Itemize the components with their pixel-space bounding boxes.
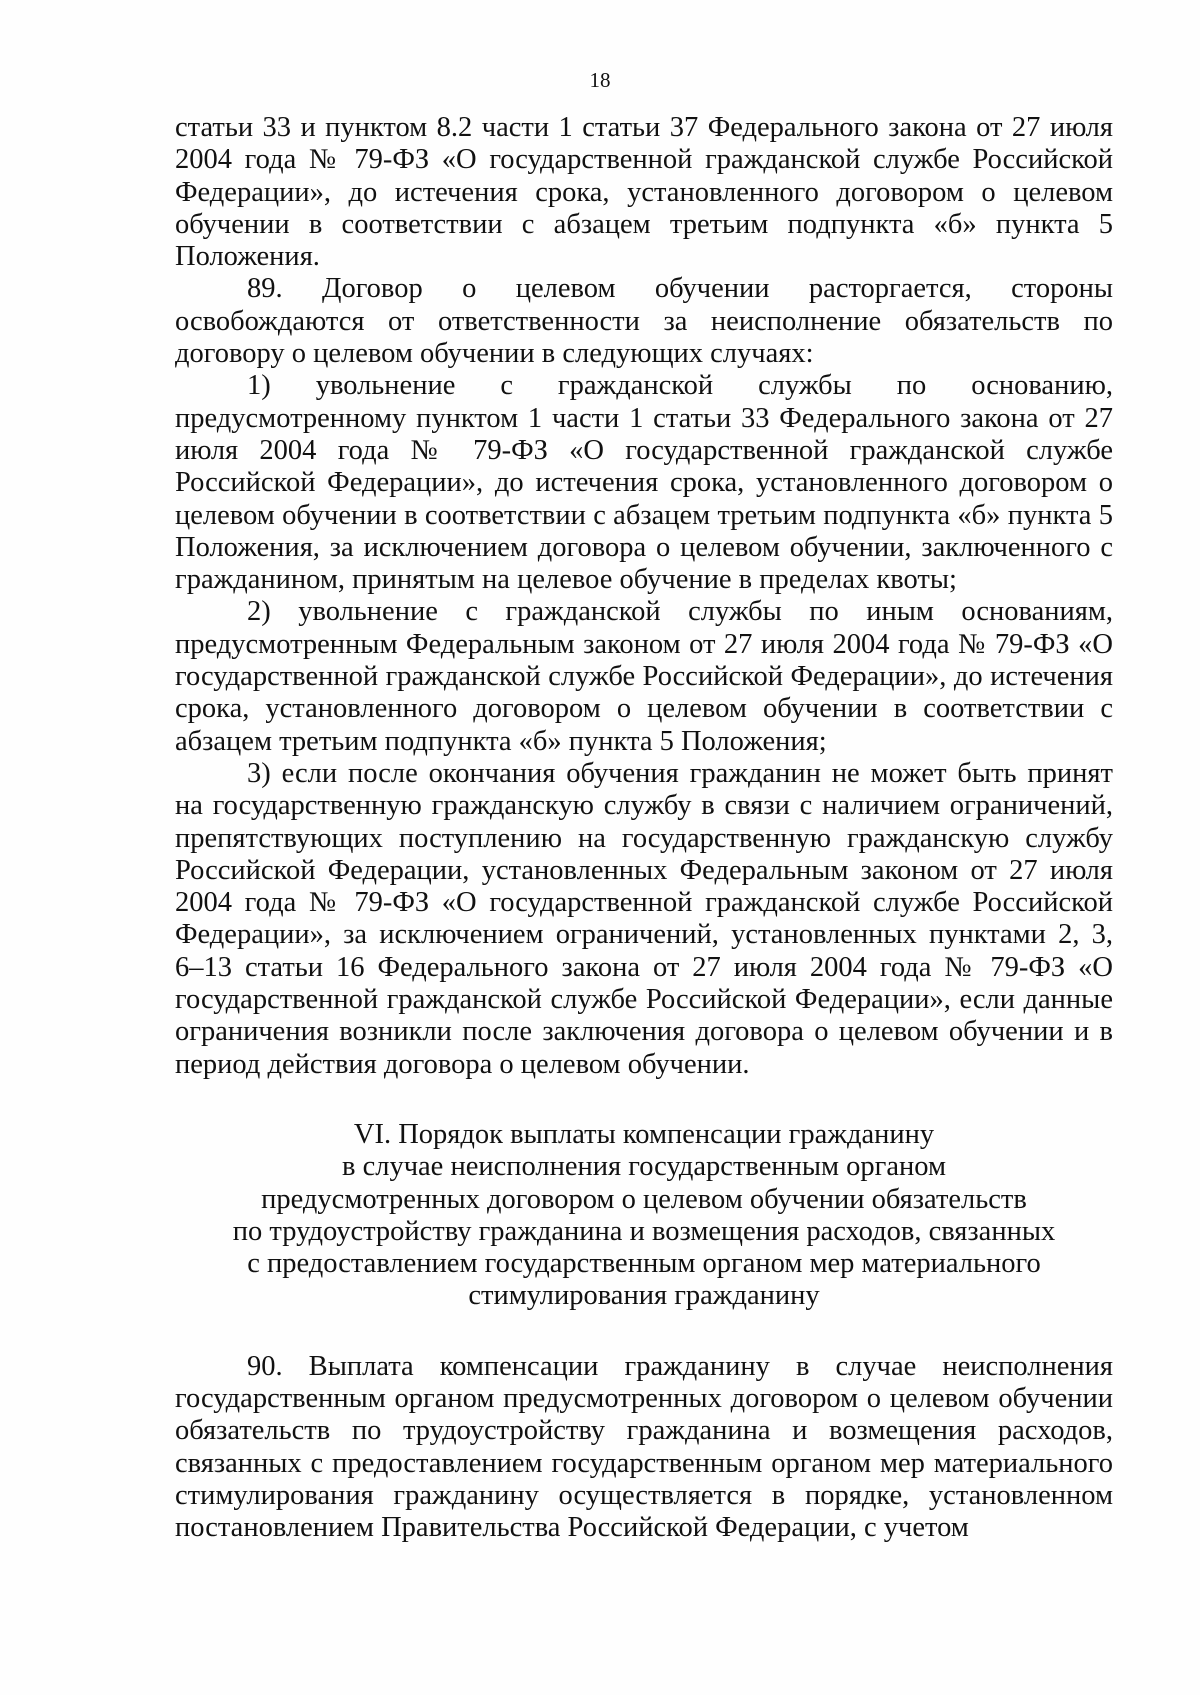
section-heading — [175, 1119, 1113, 1313]
paragraph-item-89: 89. Договор о целевом обучении расторгается, стороны освобождаются от ответственности за неисполнение обязательств по договору о целевом обучении в следующих случаях: — [175, 273, 1113, 370]
page-number: 18 — [589, 68, 611, 92]
paragraph-item-89-3: 3) если после окончания обучения гражданин не может быть принят на государственную гражданскую службу в связи с наличием ограничений, препятствующих поступлению на государственную гражданскую службу Российской Федерации, установленных Федеральным законом от 27 июля 2004 года № 79-ФЗ «О государственной гражданской службе Российской Федерации», за исключением ограничений, установленных пунктами 2, 3, 6–13 статьи 16 Федерального закона от 27 июля 2004 года № 79-ФЗ «О государственной гражданской службе Российской Федерации», если данные ограничения возникли после заключения договора о целевом обучении и в период действия договора о целевом обучении. — [175, 757, 1113, 1080]
section-heading-line: предусмотренных договором о целевом обучении обязательств — [261, 1183, 1027, 1215]
section-heading-line: по трудоустройству гражданина и возмещения расходов, связанных — [232, 1215, 1056, 1247]
section-heading-line: с предоставлением государственным органом мер материального — [247, 1248, 1041, 1280]
paragraph-continuation: статьи 33 и пунктом 8.2 части 1 статьи 37 Федерального закона от 27 июля 2004 года № 79-ФЗ «О государственной гражданской службе Российской Федерации», до истечения срока, установленного договором о целевом обучении в соответствии с абзацем третьим подпункта «б» пункта 5 Положения. — [175, 112, 1113, 273]
section-heading-line: в случае неисполнения государственным органом — [341, 1151, 946, 1183]
paragraph-item-90: 90. Выплата компенсации гражданину в случае неисполнения государственным органом предусмотренных договором о целевом обучении обязательств по трудоустройству гражданина и возмещения расходов, связанных с предоставлением государственным органом мер материального стимулирования гражданину осуществляется в порядке, установленном постановлением Правительства Российской Федерации, с учетом — [175, 1350, 1113, 1544]
paragraph-item-89-1: 1) увольнение с гражданской службы по основанию, предусмотренному пунктом 1 части 1 статьи 33 Федерального закона от 27 июля 2004 года № 79-ФЗ «О государственной гражданской службе Российской Федерации», до истечения срока, установленного договором о целевом обучении в соответствии с абзацем третьим подпункта «б» пункта 5 Положения, за исключением договора о целевом обучении, заключенного с гражданином, принятым на целевое обучение в пределах квоты; — [175, 370, 1113, 596]
section-heading-line: стимулирования гражданину — [468, 1280, 820, 1312]
document-body — [175, 112, 1113, 1544]
section-heading-line: VI. Порядок выплаты компенсации гражданину — [353, 1118, 935, 1150]
paragraph-item-89-2: 2) увольнение с гражданской службы по иным основаниям, предусмотренным Федеральным законом от 27 июля 2004 года № 79-ФЗ «О государственной гражданской службе Российской Федерации», до истечения срока, установленного договором о целевом обучении в соответствии с абзацем третьим подпункта «б» пункта 5 Положения; — [175, 596, 1113, 757]
